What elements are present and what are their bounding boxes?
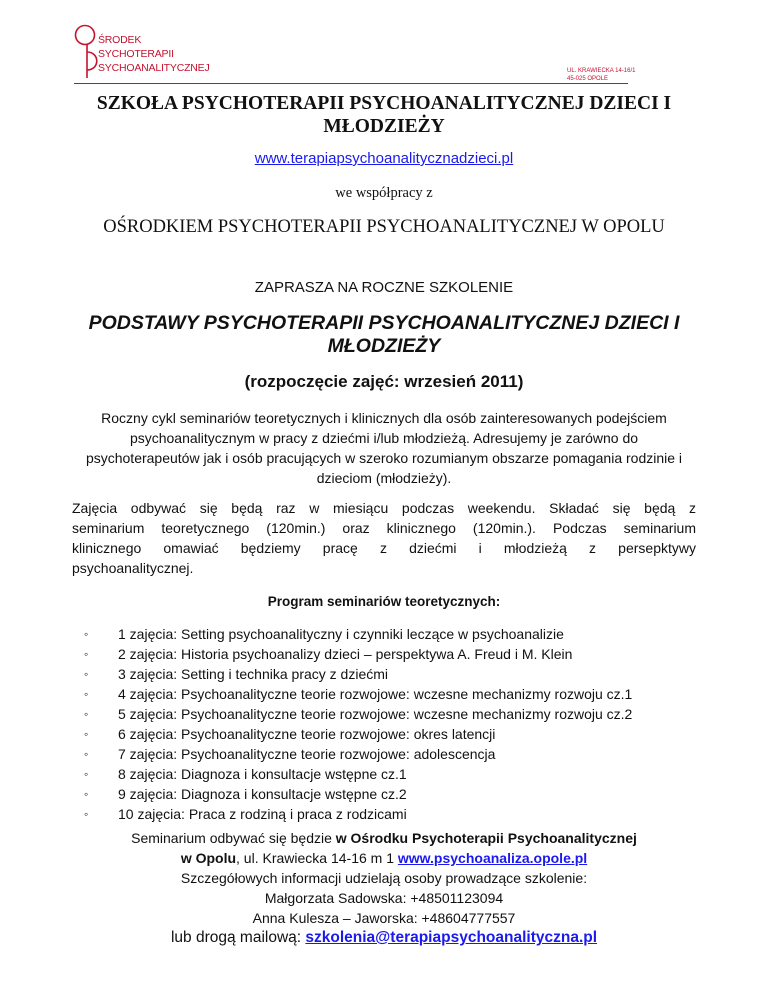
intro-paragraph: Roczny cykl seminariów teoretycznych i klinicznych dla osób zainteresowanych podejściem psychoanalitycznym w pracy z dziećmi i/lub młodzieżą. Adresujemy je zarówno do psychoterapeutów jak i osób pracujących w szeroko rozumianym obszarze pomagania rodzinie i dzieciom (młodzieży). [85, 410, 683, 486]
description-line: Zajęcia odbywać się będą raz w miesiącu podczas weekendu. Składać się będą z [72, 500, 696, 516]
bullet-icon: ◦ [84, 667, 89, 681]
bullet-icon: ◦ [84, 747, 89, 761]
list-item: ◦ 10 zajęcia: Praca z rodziną i praca z rodzicami [84, 806, 407, 822]
address-city: 45-025 OPOLE [567, 76, 609, 82]
bullet-icon: ◦ [84, 647, 89, 661]
description-line: klinicznego omawiać będziemy pracę z dziećmi i młodzieżą z persepktywy [72, 540, 696, 556]
list-item: ◦ 8 zajęcia: Diagnoza i konsultacje wstępne cz.1 [84, 766, 407, 782]
list-item: ◦ 1 zajęcia: Setting psychoanalityczny i czynniki leczące w psychoanalizie [84, 626, 564, 642]
center-website-link[interactable]: www.psychoanaliza.opole.pl [397, 850, 588, 866]
contact-info [40, 828, 728, 948]
cooperation-text: we współpracy z [335, 185, 433, 201]
bullet-icon: ◦ [84, 807, 89, 821]
list-item: ◦ 4 zajęcia: Psychoanalityczne teorie rozwojowe: wczesne mechanizmy rozwoju cz.1 [84, 686, 633, 702]
program-heading: Program seminariów teoretycznych: [267, 594, 501, 609]
contact-kulesza: Anna Kulesza – Jaworska: +48604777557 [252, 910, 516, 926]
logo-text [98, 33, 210, 75]
address-street: UL. KRAWIECKA 14-16/1 [567, 68, 636, 74]
list-item: ◦ 7 zajęcia: Psychoanalityczne teorie rozwojowe: adolescencja [84, 746, 496, 762]
email-link[interactable]: szkolenia@terapiapsychoanalityczna.pl [305, 929, 598, 946]
description-line: psychoanalitycznej. [72, 560, 194, 576]
logo [74, 20, 234, 82]
address-line: w Opolu, ul. Krawiecka 14-16 m 1 www.psychoanaliza.opole.pl [180, 850, 588, 866]
partner-name: OŚRODKIEM PSYCHOTERAPII PSYCHOANALITYCZNEJ W OPOLU [103, 217, 665, 237]
letterhead-divider [74, 83, 628, 84]
details-line: Szczegółowych informacji udzielają osoby prowadzące szkolenie: [180, 870, 588, 886]
contact-sadowska: Małgorzata Sadowska: +48501123094 [264, 890, 504, 906]
logo-line-1: ŚRODEK [98, 34, 142, 46]
bullet-icon: ◦ [84, 687, 89, 701]
program-list [84, 624, 632, 824]
logo-line-3: SYCHOANALITYCZNEJ [98, 62, 210, 74]
logo-line-2: SYCHOTERAPII [98, 48, 174, 60]
list-item: ◦ 3 zajęcia: Setting i technika pracy z dziećmi [84, 666, 389, 682]
list-item: ◦ 2 zajęcia: Historia psychoanalizy dzieci – perspektywa A. Freud i M. Klein [84, 646, 573, 662]
website-link[interactable]: www.terapiapsychoanalitycznadzieci.pl [254, 150, 514, 167]
bullet-icon: ◦ [84, 727, 89, 741]
list-item: ◦ 6 zajęcia: Psychoanalityczne teorie rozwojowe: okres latencji [84, 726, 496, 742]
course-title: PODSTAWY PSYCHOTERAPII PSYCHOANALITYCZNEJ DZIECI I MŁODZIEŻY [88, 312, 680, 357]
start-date: (rozpoczęcie zajęć: wrzesień 2011) [244, 372, 524, 391]
letterhead-address [567, 67, 635, 83]
venue-line: Seminarium odbywać się będzie w Ośrodku Psychoterapii Psychoanalitycznej [131, 830, 637, 846]
school-title: SZKOŁA PSYCHOTERAPII PSYCHOANALITYCZNEJ DZIECI I MŁODZIEŻY [96, 93, 672, 137]
list-item: ◦ 5 zajęcia: Psychoanalityczne teorie rozwojowe: wczesne mechanizmy rozwoju cz.2 [84, 706, 633, 722]
bullet-icon: ◦ [84, 627, 89, 641]
description-line: seminarium teoretycznego (120min.) oraz klinicznego (120min.). Podczas seminarium [72, 520, 696, 536]
invite-text: ZAPRASZA NA ROCZNE SZKOLENIE [254, 279, 514, 296]
bullet-icon: ◦ [84, 767, 89, 781]
list-item: ◦ 9 zajęcia: Diagnoza i konsultacje wstępne cz.2 [84, 786, 407, 802]
bullet-icon: ◦ [84, 787, 89, 801]
email-line: lub drogą mailową: szkolenia@terapiapsychoanalityczna.pl [170, 929, 598, 946]
bullet-icon: ◦ [84, 707, 89, 721]
description-paragraph [72, 498, 696, 578]
